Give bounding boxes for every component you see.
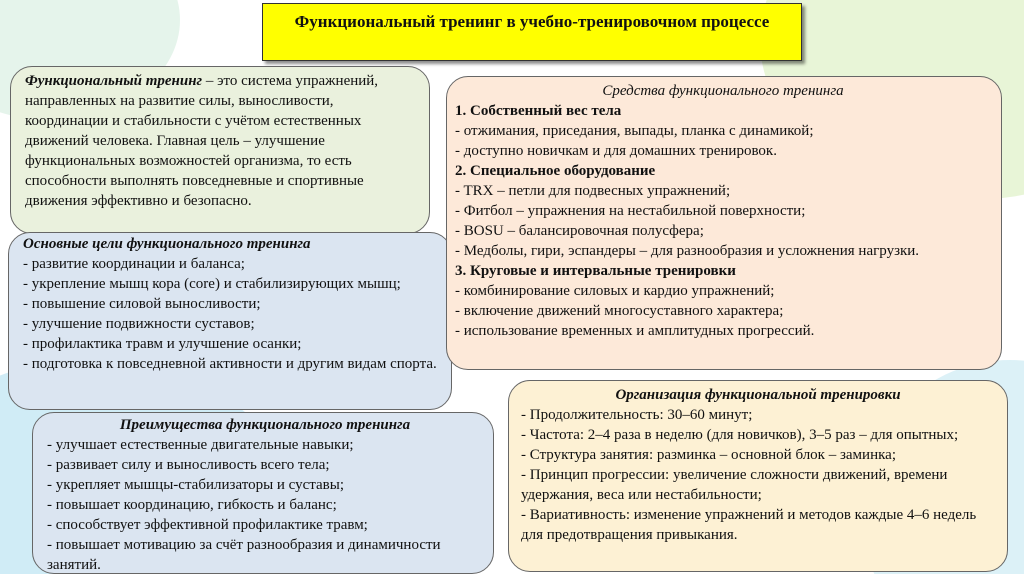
tools-item: - комбинирование силовых и кардио упражнений;	[455, 283, 775, 299]
tools-box	[446, 76, 1002, 370]
tools-section-title: 1. Собственный вес тела	[455, 103, 622, 119]
organization-item: - Вариативность: изменение упражнений и методов каждые 4–6 недель для предотвращения привыкания.	[521, 507, 977, 543]
benefits-item: - повышает координацию, гибкость и баланс;	[47, 497, 337, 513]
organization-box	[508, 380, 1008, 572]
definition-paragraph	[25, 71, 417, 211]
definition-term: Функциональный тренинг	[25, 73, 203, 89]
benefits-item: - повышает мотивацию за счёт разнообразия и динамичности занятий.	[47, 537, 441, 573]
tools-section-title: 3. Круговые и интервальные тренировки	[455, 263, 736, 279]
benefits-heading: Преимущества функционального тренинга	[119, 417, 411, 433]
tools-item: - использование временных и амплитудных прогрессий.	[455, 323, 815, 339]
definition-text: – это система упражнений, направленных на развитие силы, выносливости, координации и стабильности с учётом естественных движений человека. Главная цель – улучшение функциональных возможностей организма, то есть способности выполнять повседневные и спортивные движения эффективно и безопасно.	[25, 73, 379, 209]
tools-item: - доступно новичкам и для домашних тренировок.	[455, 143, 777, 159]
slide-title: Функциональный тренинг в учебно-тренировочном процессе	[262, 3, 802, 61]
benefits-item: - укрепляет мышцы-стабилизаторы и суставы;	[47, 477, 345, 493]
definition-box	[10, 66, 430, 234]
benefits-item: - способствует эффективной профилактике травм;	[47, 517, 368, 533]
tools-item: - отжимания, приседания, выпады, планка с динамикой;	[455, 123, 814, 139]
goals-item: - профилактика травм и улучшение осанки;	[23, 336, 302, 352]
goals-item: - укрепление мышц кора (core) и стабилизирующих мышц;	[23, 276, 401, 292]
tools-item: - включение движений многосуставного характера;	[455, 303, 784, 319]
goals-box	[8, 232, 452, 410]
organization-heading: Организация функциональной тренировки	[615, 387, 901, 403]
tools-item: - Фитбол – упражнения на нестабильной поверхности;	[455, 203, 806, 219]
organization-item: - Принцип прогрессии: увеличение сложности движений, времени удержания, веса или нестабильности;	[521, 467, 948, 503]
tools-heading: Средства функционального тренинга	[602, 83, 844, 99]
organization-item: - Частота: 2–4 раза в неделю (для новичков), 3–5 раз – для опытных;	[521, 427, 959, 443]
organization-item: - Продолжительность: 30–60 минут;	[521, 407, 753, 423]
goals-item: - повышение силовой выносливости;	[23, 296, 261, 312]
benefits-box	[32, 412, 494, 574]
tools-item: - BOSU – балансировочная полусфера;	[455, 223, 704, 239]
goals-item: - улучшение подвижности суставов;	[23, 316, 255, 332]
goals-item: - подготовка к повседневной активности и другим видам спорта.	[23, 356, 437, 372]
tools-item: - Медболы, гири, эспандеры – для разнообразия и усложнения нагрузки.	[455, 243, 920, 259]
tools-item: - TRX – петли для подвесных упражнений;	[455, 183, 731, 199]
benefits-item: - улучшает естественные двигательные навыки;	[47, 437, 354, 453]
goals-heading: Основные цели функционального тренинга	[23, 236, 311, 252]
tools-section-title: 2. Специальное оборудование	[455, 163, 656, 179]
goals-item: - развитие координации и баланса;	[23, 256, 245, 272]
organization-item: - Структура занятия: разминка – основной блок – заминка;	[521, 447, 896, 463]
benefits-item: - развивает силу и выносливость всего тела;	[47, 457, 330, 473]
